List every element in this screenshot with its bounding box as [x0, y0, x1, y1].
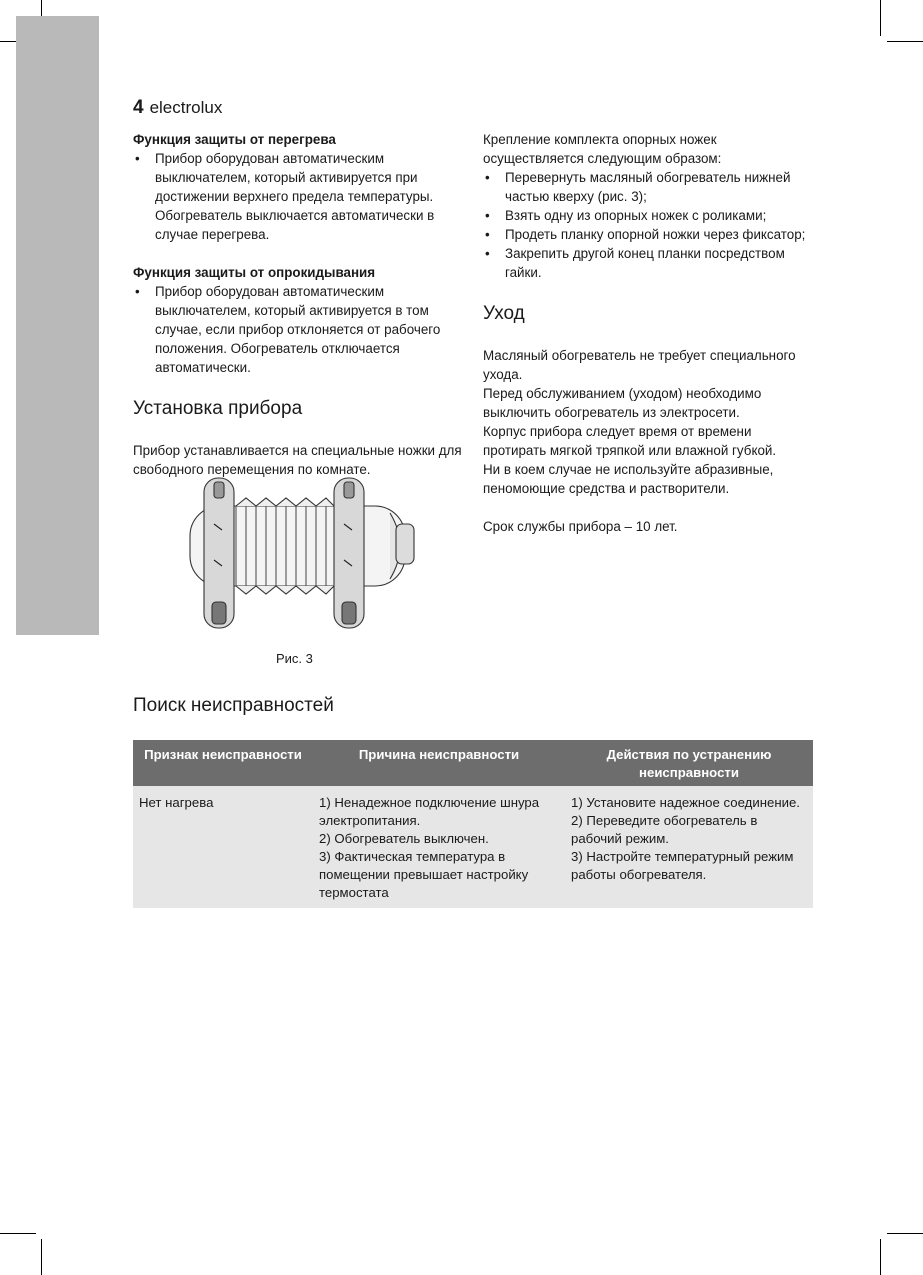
left-column	[133, 130, 463, 479]
care-paragraph: Ни в коем случае не используйте абразивные, пеномоющие средства и растворители.	[483, 462, 774, 496]
action-line: 2) Переведите обогреватель в рабочий режим.	[571, 813, 758, 846]
overheat-list	[133, 149, 463, 244]
crop-mark	[887, 41, 923, 42]
service-life: Срок службы прибора – 10 лет.	[483, 519, 678, 534]
install-title: Установка прибора	[133, 398, 303, 419]
figure-caption: Рис. 3	[276, 651, 313, 666]
tipover-list	[133, 282, 463, 377]
crop-mark	[0, 1233, 36, 1234]
cause-line: 2) Обогреватель выключен.	[319, 831, 489, 846]
header-symptom: Признак неисправности	[133, 740, 313, 786]
care-title: Уход	[483, 303, 525, 324]
crop-mark	[880, 1239, 881, 1275]
table-row	[133, 786, 813, 908]
list-item: • Взять одну из опорных ножек с роликами;	[483, 206, 818, 225]
spacer	[483, 282, 818, 302]
header-cause: Причина неисправности	[313, 740, 565, 786]
spacer	[483, 498, 818, 517]
crop-mark	[887, 1233, 923, 1234]
cell-actions	[565, 786, 813, 908]
care-paragraph: Перед обслуживанием (уходом) необходимо выключить обогреватель из электросети.	[483, 386, 762, 420]
tipover-title: Функция защиты от опрокидывания	[133, 265, 376, 280]
side-tab	[16, 16, 99, 635]
spacer	[133, 244, 463, 263]
action-line: 3) Настройте температурный режим работы обогревателя.	[571, 849, 794, 882]
list-item: • Прибор оборудован автоматическим выключателем, который активируется в том случае, если прибор отклоняется от рабочего положения. Обогреватель отключается автоматически.	[133, 282, 463, 377]
install-text: Прибор устанавливается на специальные ножки для свободного перемещения по комнате.	[133, 443, 462, 477]
list-item: • Перевернуть масляный обогреватель нижней частью кверху (рис. 3);	[483, 168, 818, 206]
heater-legs-illustration	[178, 468, 423, 633]
care-paragraph: Масляный обогреватель не требует специального ухода.	[483, 348, 796, 382]
troubleshooting-table	[133, 740, 813, 908]
list-item: • Закрепить другой конец планки посредством гайки.	[483, 244, 818, 282]
right-column	[483, 130, 818, 536]
crop-mark	[41, 1239, 42, 1275]
list-item: • Прибор оборудован автоматическим выключателем, который активируется при достижении верхнего предела температуры. Обогреватель выключается автоматически в случае перегрева.	[133, 149, 463, 244]
cause-line: 1) Ненадежное подключение шнура электропитания.	[319, 795, 540, 828]
spacer	[133, 421, 463, 441]
page-number: 4	[133, 97, 144, 118]
brand-name: electrolux	[149, 98, 223, 117]
mount-list	[483, 168, 818, 282]
troubleshooting-title: Поиск неисправностей	[133, 695, 334, 716]
crop-mark	[880, 0, 881, 36]
overheat-title: Функция защиты от перегрева	[133, 132, 336, 147]
cell-causes	[313, 786, 565, 908]
action-line: 1) Установите надежное соединение.	[571, 795, 800, 810]
page-header	[133, 97, 222, 119]
spacer	[483, 326, 818, 346]
care-paragraph: Корпус прибора следует время от времени протирать мягкой тряпкой или влажной губкой.	[483, 424, 777, 458]
spacer	[133, 377, 463, 397]
header-actions: Действия по устранению неисправности	[565, 740, 813, 786]
mount-intro: Крепление комплекта опорных ножек осуществляется следующим образом:	[483, 132, 722, 166]
list-item: • Продеть планку опорной ножки через фиксатор;	[483, 225, 818, 244]
cause-line: 3) Фактическая температура в помещении превышает настройку термостата	[319, 849, 529, 900]
table-header-row	[133, 740, 813, 786]
cell-symptom: Нет нагрева	[133, 786, 313, 908]
